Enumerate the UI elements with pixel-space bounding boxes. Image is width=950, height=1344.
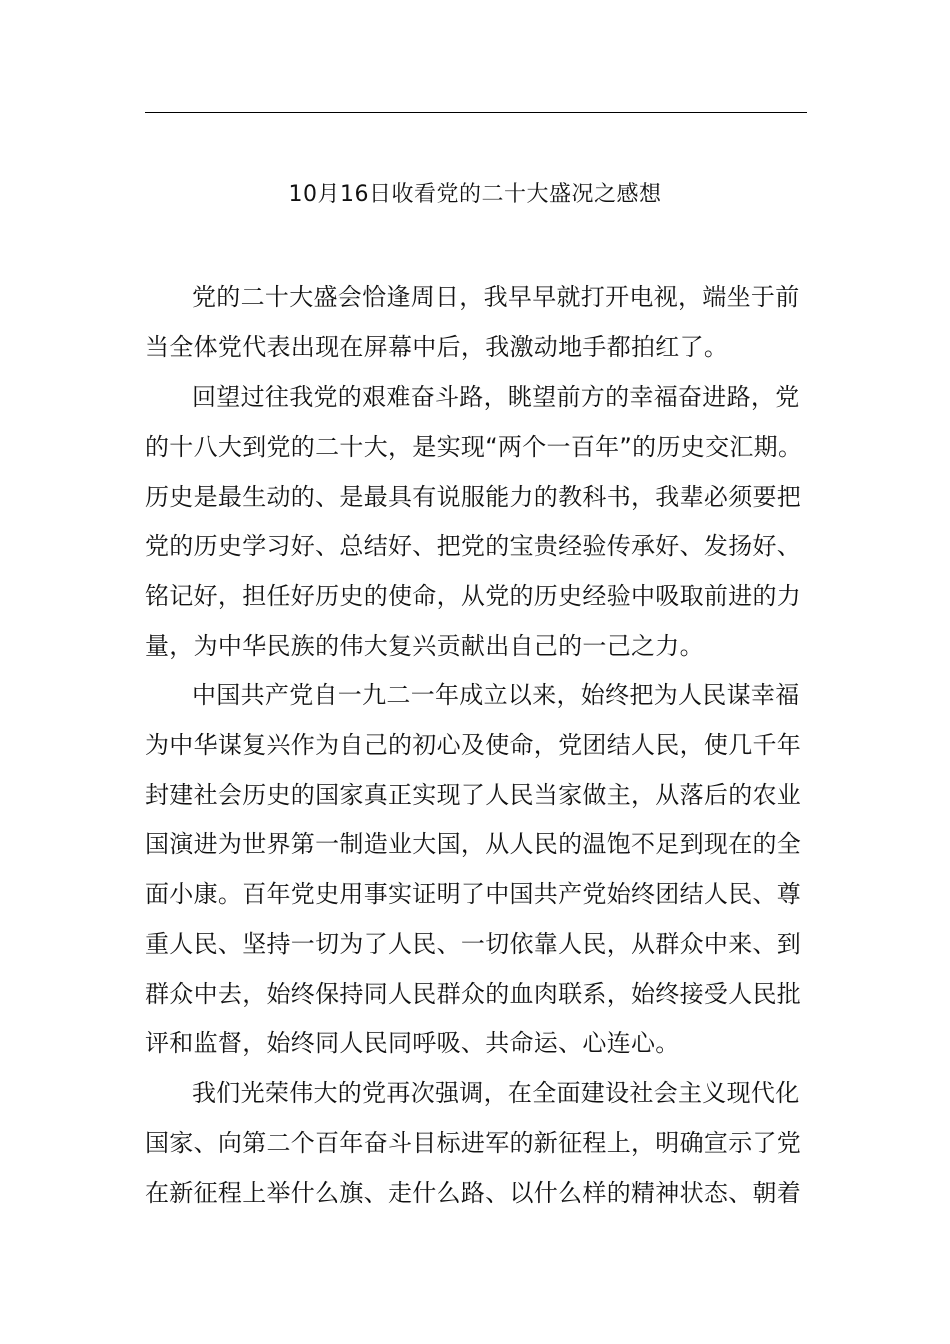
document-title: 10月16日收看党的二十大盛况之感想	[288, 182, 662, 207]
header-rule	[145, 112, 807, 113]
text-line: 国演进为世界第一制造业大国，从人民的温饱不足到现在的全	[145, 830, 802, 858]
text-line: 评和监督，始终同人民同呼吸、共命运、心连心。	[145, 1029, 680, 1057]
text-line: 当全体党代表出现在屏幕中后，我激动地手都拍红了。	[145, 333, 729, 361]
text-line: 铭记好，担任好历史的使命，从党的历史经验中吸取前进的力	[145, 582, 802, 610]
text-line: 的十八大到党的二十大，是实现“两个一百年”的历史交汇期。	[145, 433, 803, 461]
text-line: 党的历史学习好、总结好、把党的宝贵经验传承好、发扬好、	[145, 532, 802, 560]
text-line: 我们光荣伟大的党再次强调，在全面建设社会主义现代化	[192, 1079, 800, 1107]
text-line: 重人民、坚持一切为了人民、一切依靠人民，从群众中来、到	[145, 930, 802, 958]
text-line: 回望过往我党的艰难奋斗路，眺望前方的幸福奋进路，党	[192, 383, 800, 411]
text-line: 量，为中华民族的伟大复兴贡献出自己的一己之力。	[145, 632, 704, 660]
text-line: 党的二十大盛会恰逢周日，我早早就打开电视，端坐于前	[192, 283, 800, 311]
text-line: 封建社会历史的国家真正实现了人民当家做主，从落后的农业	[145, 781, 802, 809]
text-line: 中国共产党自一九二一年成立以来，始终把为人民谋幸福	[192, 681, 800, 709]
text-line: 历史是最生动的、是最具有说服能力的教科书，我辈必须要把	[145, 483, 802, 511]
text-line: 国家、向第二个百年奋斗目标进军的新征程上，明确宣示了党	[145, 1129, 802, 1157]
text-line: 在新征程上举什么旗、走什么路、以什么样的精神状态、朝着	[145, 1179, 802, 1207]
text-line: 为中华谋复兴作为自己的初心及使命，党团结人民，使几千年	[145, 731, 802, 759]
text-line: 群众中去，始终保持同人民群众的血肉联系，始终接受人民批	[145, 980, 802, 1008]
text-line: 面小康。百年党史用事实证明了中国共产党始终团结人民、尊	[145, 880, 802, 908]
